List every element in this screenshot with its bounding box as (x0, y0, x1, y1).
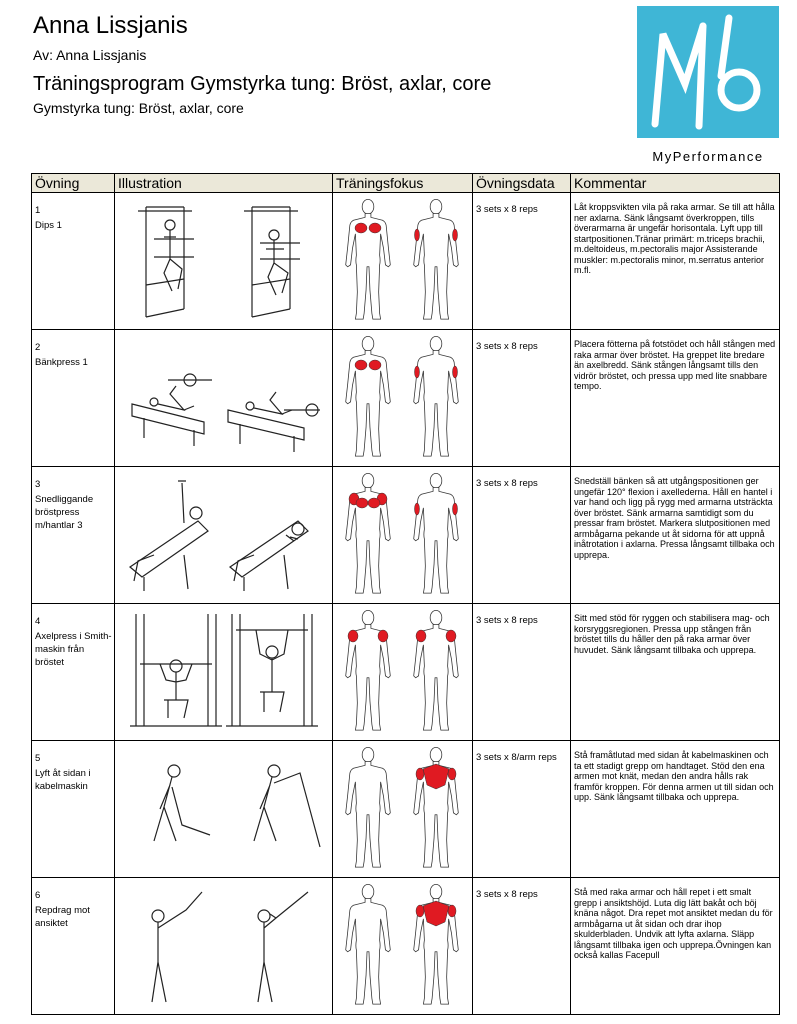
column-header: Övningsdata (473, 174, 571, 193)
exercise-comment: Stå framåtlutad med sidan åt kabelmaskinen och ta ett stadigt grepp om handtaget. Stöd den ena armen mot knät, medan den andra hålls rak framför kroppen. För denna armen ut till sidan och upp. Sänk långsamt tillbaka och upprepa. (574, 750, 774, 802)
author-name: Anna Lissjanis (33, 12, 188, 39)
exercise-comment: Placera fötterna på fotstödet och håll stången med raka armar över bröstet. Ha greppet lite bredare än axelbredd. Sänk stången långsamt tills den vidrör bröstet, och pressa upp med lite snabbare tempo. (574, 339, 776, 391)
table-header-row (32, 174, 780, 193)
table-row (32, 741, 780, 878)
exercise-name: Repdrag mot ansiktet (35, 905, 90, 929)
exercise-comment: Sitt med stöd för ryggen och stabilisera mag- och korsryggsregionen. Pressa upp stången från bröstet tills du håller den på raka armar över huvudet. Sänk långsamt tillbaka och upprepa. (574, 613, 770, 655)
exercise-number: 2 (35, 342, 41, 353)
table-row (32, 193, 780, 330)
front-chest-triceps-icon (337, 197, 469, 323)
bench-press-illustration (124, 334, 324, 460)
back-traps-delts-icon (337, 745, 469, 871)
table-row (32, 467, 780, 604)
program-subtitle: Gymstyrka tung: Bröst, axlar, core (33, 100, 244, 116)
exercise-comment: Låt kroppsvikten vila på raka armar. Se till att hålla ner axlarna. Sänk långsamt överkroppen, tills överarmarna är ungefär horisontala. Lyft upp till startpositionen.Tränar primärt: m.triceps brachii, m.deltoideus, m.pectoralis major Assisterande muskler: m.pectoralis minor, m.serratus anterior m.fl. (574, 202, 775, 275)
table-row (32, 604, 780, 741)
incline-press-illustration (124, 471, 324, 597)
exercise-data: 3 sets x 8 reps (476, 341, 538, 352)
table-row (32, 878, 780, 1015)
column-header: Träningsfokus (333, 174, 473, 193)
exercise-number: 5 (35, 753, 41, 764)
logo-caption: MyPerformance (652, 149, 764, 164)
byline: Av: Anna Lissjanis (33, 47, 147, 63)
exercise-comment: Stå med raka armar och håll repet i ett smalt grepp i ansiktshöjd. Luta dig lätt bakåt och böj knäna något. Dra repet mot ansiktet medan du för armbågarna ut åt sidan och drar ihop skulderbladen. Undvik att lyfta axlarna. Släpp långsamt tillbaka igen och upprepa.Övningen kan också kallas Facepull (574, 887, 773, 960)
column-header: Kommentar (571, 174, 780, 193)
exercise-data: 3 sets x 8 reps (476, 615, 538, 626)
myperformance-logo (637, 6, 779, 138)
table-row (32, 330, 780, 467)
face-pull-illustration (124, 882, 324, 1008)
exercise-comment: Snedställ bänken så att utgångspositionen ger ungefär 120° flexion i axellederna. Håll en hantel i var hand och ligg på rygg med armarna utsträckta över bröstet. Sänk armarna samtidigt som du pressar fram bröstet. Markera slutpositionen med armbågarna pekande ut åt sidorna för att uppnå inåtrotation i axlarna. Pressa långsamt tillbaka och upprepa. (574, 476, 775, 560)
dips-illustration (124, 197, 324, 323)
exercise-data: 3 sets x 8 reps (476, 478, 538, 489)
smith-press-illustration (124, 608, 324, 734)
logo-mark-icon (637, 6, 779, 138)
column-header: Illustration (115, 174, 333, 193)
exercise-data: 3 sets x 8 reps (476, 889, 538, 900)
front-chest-shoulders-triceps-icon (337, 471, 469, 597)
program-title: Träningsprogram Gymstyrka tung: Bröst, axlar, core (33, 73, 492, 95)
front-back-shoulders-icon (337, 608, 469, 734)
exercise-name: Dips 1 (35, 220, 62, 231)
exercise-data: 3 sets x 8 reps (476, 204, 538, 215)
back-traps-delts-icon (337, 882, 469, 1008)
column-header: Övning (32, 174, 115, 193)
exercise-name: Axelpress i Smith-maskin från bröstet (35, 631, 112, 668)
exercise-number: 1 (35, 205, 41, 216)
exercise-number: 6 (35, 890, 41, 901)
exercise-name: Snedliggande bröstpress m/hantlar 3 (35, 494, 94, 531)
exercise-name: Lyft åt sidan i kabelmaskin (35, 768, 91, 792)
exercise-number: 4 (35, 616, 41, 627)
cable-raise-illustration (124, 745, 324, 871)
exercise-number: 3 (35, 479, 41, 490)
exercise-table (31, 173, 780, 1015)
exercise-data: 3 sets x 8/arm reps (476, 752, 557, 763)
exercise-name: Bänkpress 1 (35, 357, 88, 368)
front-chest-triceps-icon (337, 334, 469, 460)
